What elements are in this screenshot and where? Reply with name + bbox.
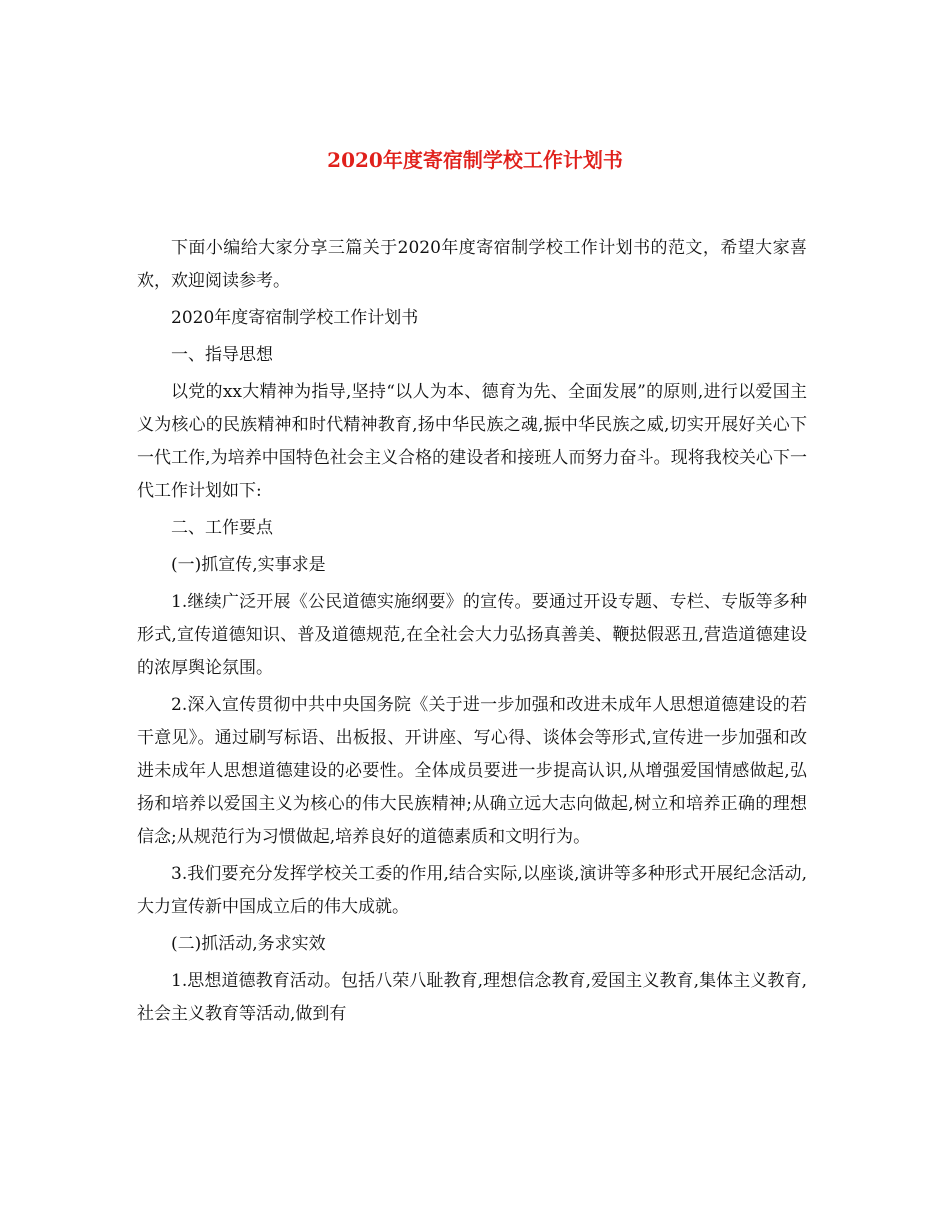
paragraph-subtitle: 2020年度寄宿制学校工作计划书: [171, 308, 419, 328]
paragraph-guiding-thought: 以党的xx大精神为指导,坚持“以人为本、德育为先、全面发展”的原则,进行以爱国主义为核心的民族精神和时代精神教育,扬中华民族之魂,振中华民族之威,切实开展好关心下一代工作,为培养中国特色社会主义合格的建设者和接班人而努力奋斗。现将我校关心下一代工作计划如下:: [137, 382, 807, 501]
document-title: 2020年度寄宿制学校工作计划书: [327, 148, 623, 172]
subheading-publicity: (一)抓宣传,实事求是: [171, 555, 326, 575]
document-body: [137, 232, 807, 1035]
paragraph-item-3: 3.我们要充分发挥学校关工委的作用,结合实际,以座谈,演讲等多种形式开展纪念活动,大力宣传新中国成立后的伟大成就。: [137, 864, 807, 917]
paragraph-item-1: 1.继续广泛开展《公民道德实施纲要》的宣传。要通过开设专题、专栏、专版等多种形式,宣传道德知识、普及道德规范,在全社会大力弘扬真善美、鞭挞假恶丑,营造道德建设的浓厚舆论氛围。: [137, 592, 807, 678]
heading-guiding-thought: 一、指导思想: [171, 345, 273, 365]
paragraph-item-2: 2.深入宣传贯彻中共中央国务院《关于进一步加强和改进未成年人思想道德建设的若干意见》。通过刷写标语、出板报、开讲座、写心得、谈体会等形式,宣传进一步加强和改进未成年人思想道德建设的必要性。全体成员要进一步提高认识,从增强爱国情感做起,弘扬和培养以爱国主义为核心的伟大民族精神;从确立远大志向做起,树立和培养正确的理想信念;从规范行为习惯做起,培养良好的道德素质和文明行为。: [137, 695, 807, 847]
paragraph-intro: 下面小编给大家分享三篇关于2020年度寄宿制学校工作计划书的范文，希望大家喜欢，欢迎阅读参考。: [137, 238, 807, 291]
paragraph-activity-1: 1.思想道德教育活动。包括八荣八耻教育,理想信念教育,爱国主义教育,集体主义教育,社会主义教育等活动,做到有: [137, 971, 807, 1024]
heading-work-points: 二、工作要点: [171, 518, 273, 538]
subheading-activities: (二)抓活动,务求实效: [171, 934, 326, 954]
